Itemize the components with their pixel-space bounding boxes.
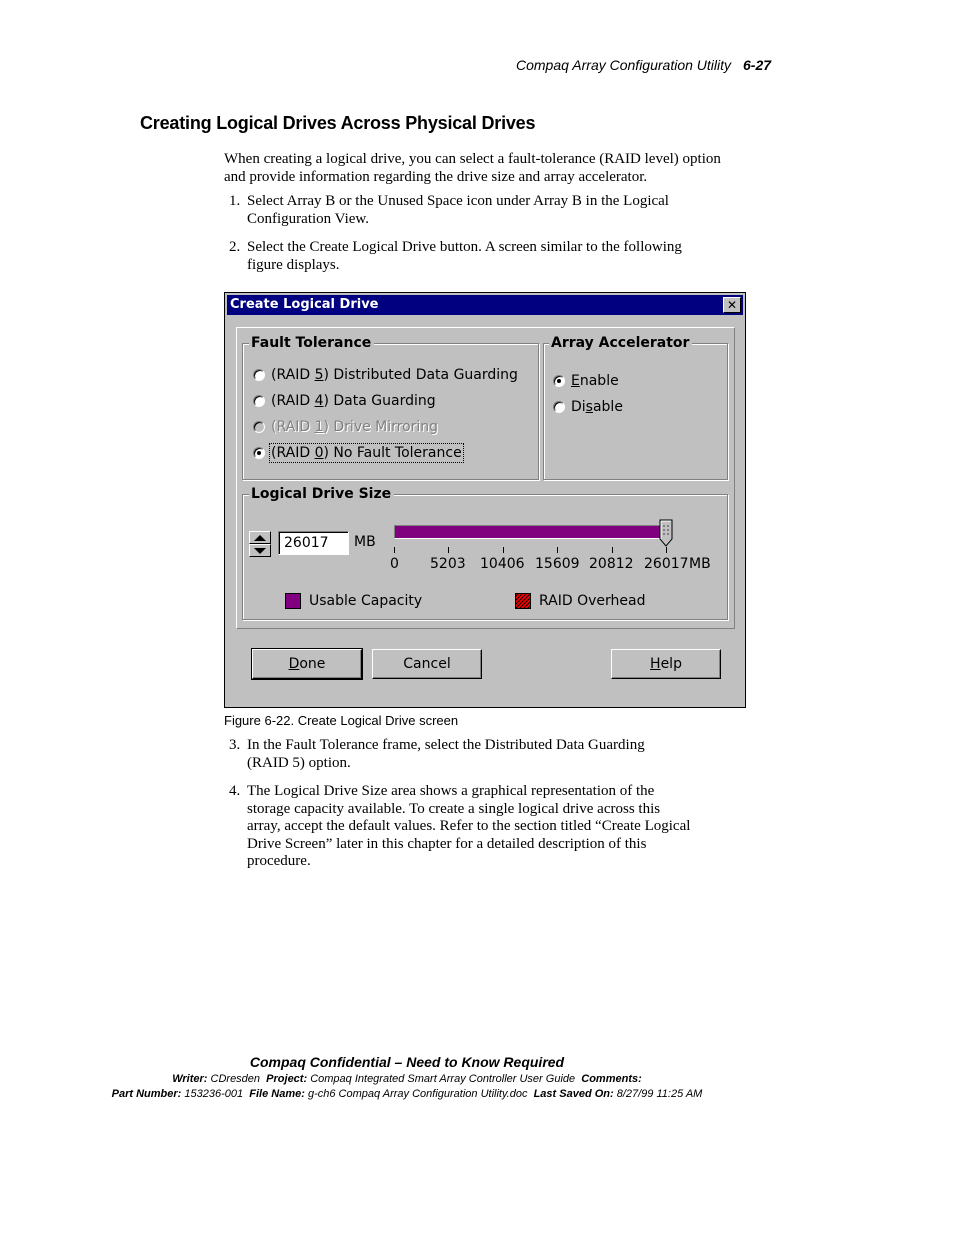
- slider-tick: [394, 547, 395, 553]
- step-text: Select Array B or the Unused Space icon under Array B in the Logical Configuration View.: [247, 193, 669, 227]
- size-unit: MB: [354, 534, 376, 550]
- dialog-title: Create Logical Drive: [230, 297, 379, 312]
- radio-label: (RAID 1) Drive Mirroring: [271, 419, 439, 435]
- radio-button[interactable]: [553, 375, 565, 387]
- slider-tick: [557, 547, 558, 553]
- confidential-notice: Compaq Confidential – Need to Know Required: [249, 1054, 565, 1070]
- arrow-down-icon: [254, 548, 266, 554]
- create-logical-drive-dialog: [224, 292, 746, 708]
- radio-label: (RAID 4) Data Guarding: [271, 393, 436, 409]
- running-header: [516, 57, 771, 73]
- step-1: [224, 193, 704, 229]
- slider-tick-label: 15609: [535, 556, 580, 572]
- help-button[interactable]: Help: [611, 649, 721, 679]
- step-3: [224, 737, 704, 773]
- radio-button: [253, 421, 265, 433]
- footer-line-2: Part Number: 153236-001 File Name: g-ch6 Compaq Array Configuration Utility.doc Last Saved On: 8/27/99 11:25 AM: [111, 1088, 703, 1100]
- raid-overhead-label: RAID Overhead: [539, 593, 646, 609]
- radio-button[interactable]: [253, 447, 265, 459]
- close-button[interactable]: [723, 297, 741, 313]
- step-2: [224, 239, 704, 275]
- done-button[interactable]: Done: [252, 649, 362, 679]
- raid-overhead-swatch: [515, 593, 531, 609]
- section-heading: Creating Logical Drives Across Physical Drives: [140, 113, 536, 133]
- step-number: 1.: [229, 193, 241, 209]
- header-page-number: 6-27: [743, 57, 772, 73]
- usable-capacity-label: Usable Capacity: [309, 593, 423, 609]
- header-title: Compaq Array Configuration Utility: [516, 57, 732, 73]
- radio-button[interactable]: [253, 369, 265, 381]
- slider-tick-label: 0: [390, 556, 399, 572]
- step-text: Select the Create Logical Drive button. A screen similar to the following figure displays.: [247, 239, 682, 273]
- slider-tick: [612, 547, 613, 553]
- array-accelerator-legend: Array Accelerator: [549, 335, 692, 351]
- slider-tick: [448, 547, 449, 553]
- fault-tolerance-legend: Fault Tolerance: [249, 335, 374, 351]
- step-4: [224, 783, 704, 873]
- slider-tick: [666, 547, 667, 553]
- slider-tick-label: 5203: [430, 556, 466, 572]
- arrow-up-icon: [254, 535, 266, 541]
- slider-thumb[interactable]: [659, 519, 673, 547]
- slider-tick: [503, 547, 504, 553]
- size-slider[interactable]: [394, 519, 666, 559]
- step-number: 2.: [229, 239, 241, 255]
- radio-button[interactable]: [553, 401, 565, 413]
- radio-label: Enable: [571, 373, 619, 389]
- step-number: 3.: [229, 737, 241, 753]
- dialog-titlebar[interactable]: [227, 295, 743, 315]
- usable-capacity-swatch: [285, 593, 301, 609]
- tick-unit: MB: [689, 556, 711, 572]
- figure-caption: Figure 6-22. Create Logical Drive screen: [224, 713, 459, 728]
- radio-button[interactable]: [253, 395, 265, 407]
- size-input[interactable]: 26017: [278, 531, 349, 555]
- step-text: In the Fault Tolerance frame, select the Distributed Data Guarding (RAID 5) option.: [247, 737, 645, 771]
- slider-tick-label: 20812: [589, 556, 634, 572]
- size-spinner[interactable]: [249, 531, 271, 557]
- intro-paragraph: When creating a logical drive, you can select a fault-tolerance (RAID level) option and provide information regarding the drive size and array accelerator.: [224, 151, 721, 185]
- logical-drive-size-legend: Logical Drive Size: [249, 486, 394, 502]
- slider-track: [394, 525, 666, 539]
- radio-label: (RAID 0) No Fault Tolerance: [271, 445, 462, 461]
- step-text: The Logical Drive Size area shows a graphical representation of the storage capacity available. To create a single logical drive across this array, accept the default values. Refer to the section titled “Create Logical Drive Screen” later in this chapter for a detailed description of this procedure.: [247, 783, 691, 869]
- cancel-button[interactable]: Cancel: [372, 649, 482, 679]
- radio-label: (RAID 5) Distributed Data Guarding: [271, 367, 518, 383]
- spin-up-button[interactable]: [249, 531, 271, 544]
- spin-down-button[interactable]: [249, 544, 271, 557]
- close-icon: ✕: [726, 298, 738, 312]
- slider-tick-label: 10406: [480, 556, 525, 572]
- slider-tick-label: 26017: [644, 556, 689, 572]
- footer-line-1: Writer: CDresden Project: Compaq Integrated Smart Array Controller User Guide Comments:: [172, 1073, 642, 1085]
- radio-label: Disable: [571, 399, 623, 415]
- step-number: 4.: [229, 783, 241, 799]
